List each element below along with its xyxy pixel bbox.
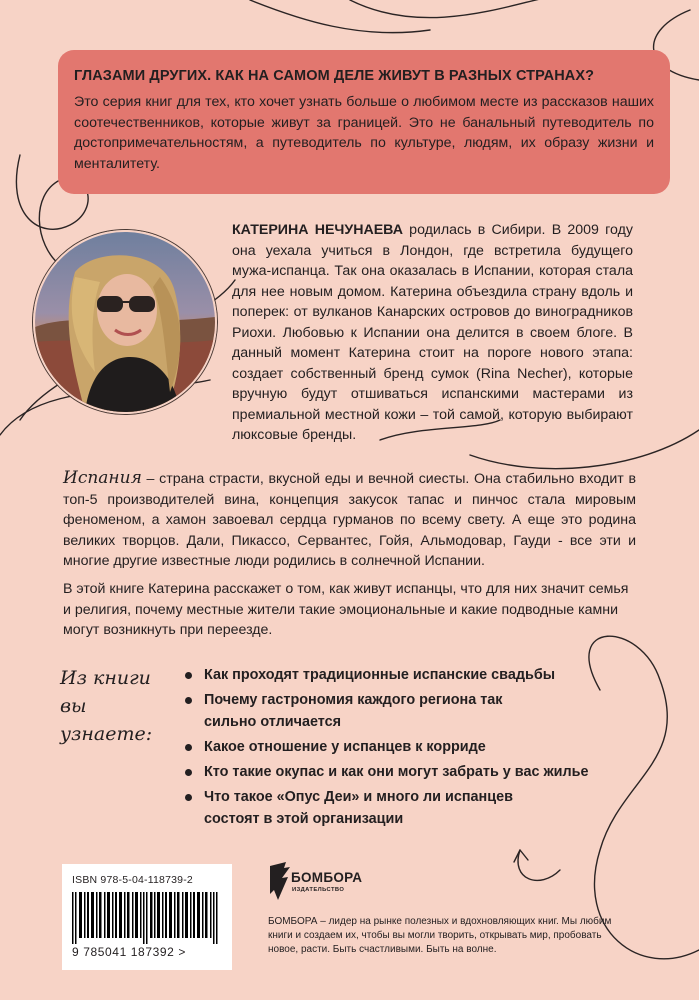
learn-list-item: Что такое «Опус Деи» и много ли испанцев состоят в этой организации <box>185 786 534 830</box>
learn-title-line-1: Из книги <box>60 667 151 689</box>
learn-list-item: Почему гастрономия каждого региона так сильно отличается <box>185 689 504 733</box>
author-name: КАТЕРИНА НЕЧУНАЕВА <box>232 222 403 238</box>
isbn-text: ISBN 978-5-04-118739-2 <box>72 874 193 886</box>
bullet-icon <box>185 672 192 679</box>
learn-title-line-2: вы узнаете: <box>60 695 153 745</box>
learn-list-item: Как проходят традиционные испанские свадьбы <box>185 664 665 686</box>
about-spain-text: – страна страсти, вкусной еды и вечной сиесты. Она стабильно входит в топ-5 производителей вина, концепция закусок тапас и пинчос стала мировым феноменом, а хамон завоевал сердца гурманов по всему свету. А еще это родина великих творцов. Дали, Пикассо, Сервантес, Гойя, Альмодовар, Гауди - все эти и многие другие известные люди родились в солнечной Испании. <box>63 471 636 569</box>
series-description: Это серия книг для тех, кто хочет узнать больше о любимом месте из рассказов наших соотечественников, которые живут за границей. Это не банальный путеводитель по достопримечательностям, а путеводитель по культуре, людям, их образу жизни и менталитету. <box>74 94 654 172</box>
barcode-digits: 9 785041 187392 > <box>72 945 186 959</box>
publisher-logo-name: БОМБОРА <box>291 870 363 885</box>
author-bio-text: родилась в Сибири. В 2009 году она уехала учиться в Лондон, где встретила будущего мужа-испанца. Так она оказалась в Испании, которая стала для нее новым домом. Катерина объездила страну вдоль и поперек: от вулканов Канарских островов до виноградников Риохи. Любовью к Испании она делится в своем блоге. В данный момент Катерина стоит на пороге нового этапа: создает собственный бренд сумок (Rina Necher), которые вручную будут отшиваться испанскими мастерами из премиальной местной кожи – той самой, которую выбирают люксовые бренды. <box>232 222 633 443</box>
learn-list-item: Кто такие окупас и как они могут забрать у вас жилье <box>185 761 665 783</box>
series-info-box <box>58 50 670 194</box>
bullet-icon <box>185 744 192 751</box>
bullet-icon <box>185 769 192 776</box>
barcode-box <box>62 864 232 970</box>
author-photo <box>33 230 217 414</box>
publisher-description: БОМБОРА – лидер на рынке полезных и вдохновляющих книг. Мы любим книги и создаем их, чтобы вы могли творить, открывать мир, пробовать новое, расти. Быть счастливыми. Быть на волне. <box>268 916 612 955</box>
author-bio <box>232 220 633 446</box>
barcode-icon <box>72 892 222 944</box>
about-book-paragraph: В этой книге Катерина расскажет о том, как живут испанцы, что для них значит семья и религия, почему местные жители такие эмоциональные и какие подводные камни могут возникнуть при переезде. <box>63 581 629 638</box>
learn-list-item: Какое отношение у испанцев к корриде <box>185 736 665 758</box>
learn-title <box>60 664 178 748</box>
author-portrait-image <box>35 232 215 412</box>
spain-word: Испания <box>63 468 142 488</box>
learn-list <box>185 664 665 833</box>
about-spain-paragraph <box>63 468 636 572</box>
bullet-icon <box>185 697 192 704</box>
publisher-logo-subtitle: ИЗДАТЕЛЬСТВО <box>292 887 345 893</box>
bullet-icon <box>185 794 192 801</box>
series-title: ГЛАЗАМИ ДРУГИХ. КАК НА САМОМ ДЕЛЕ ЖИВУТ В РАЗНЫХ СТРАНАХ? <box>74 68 595 84</box>
